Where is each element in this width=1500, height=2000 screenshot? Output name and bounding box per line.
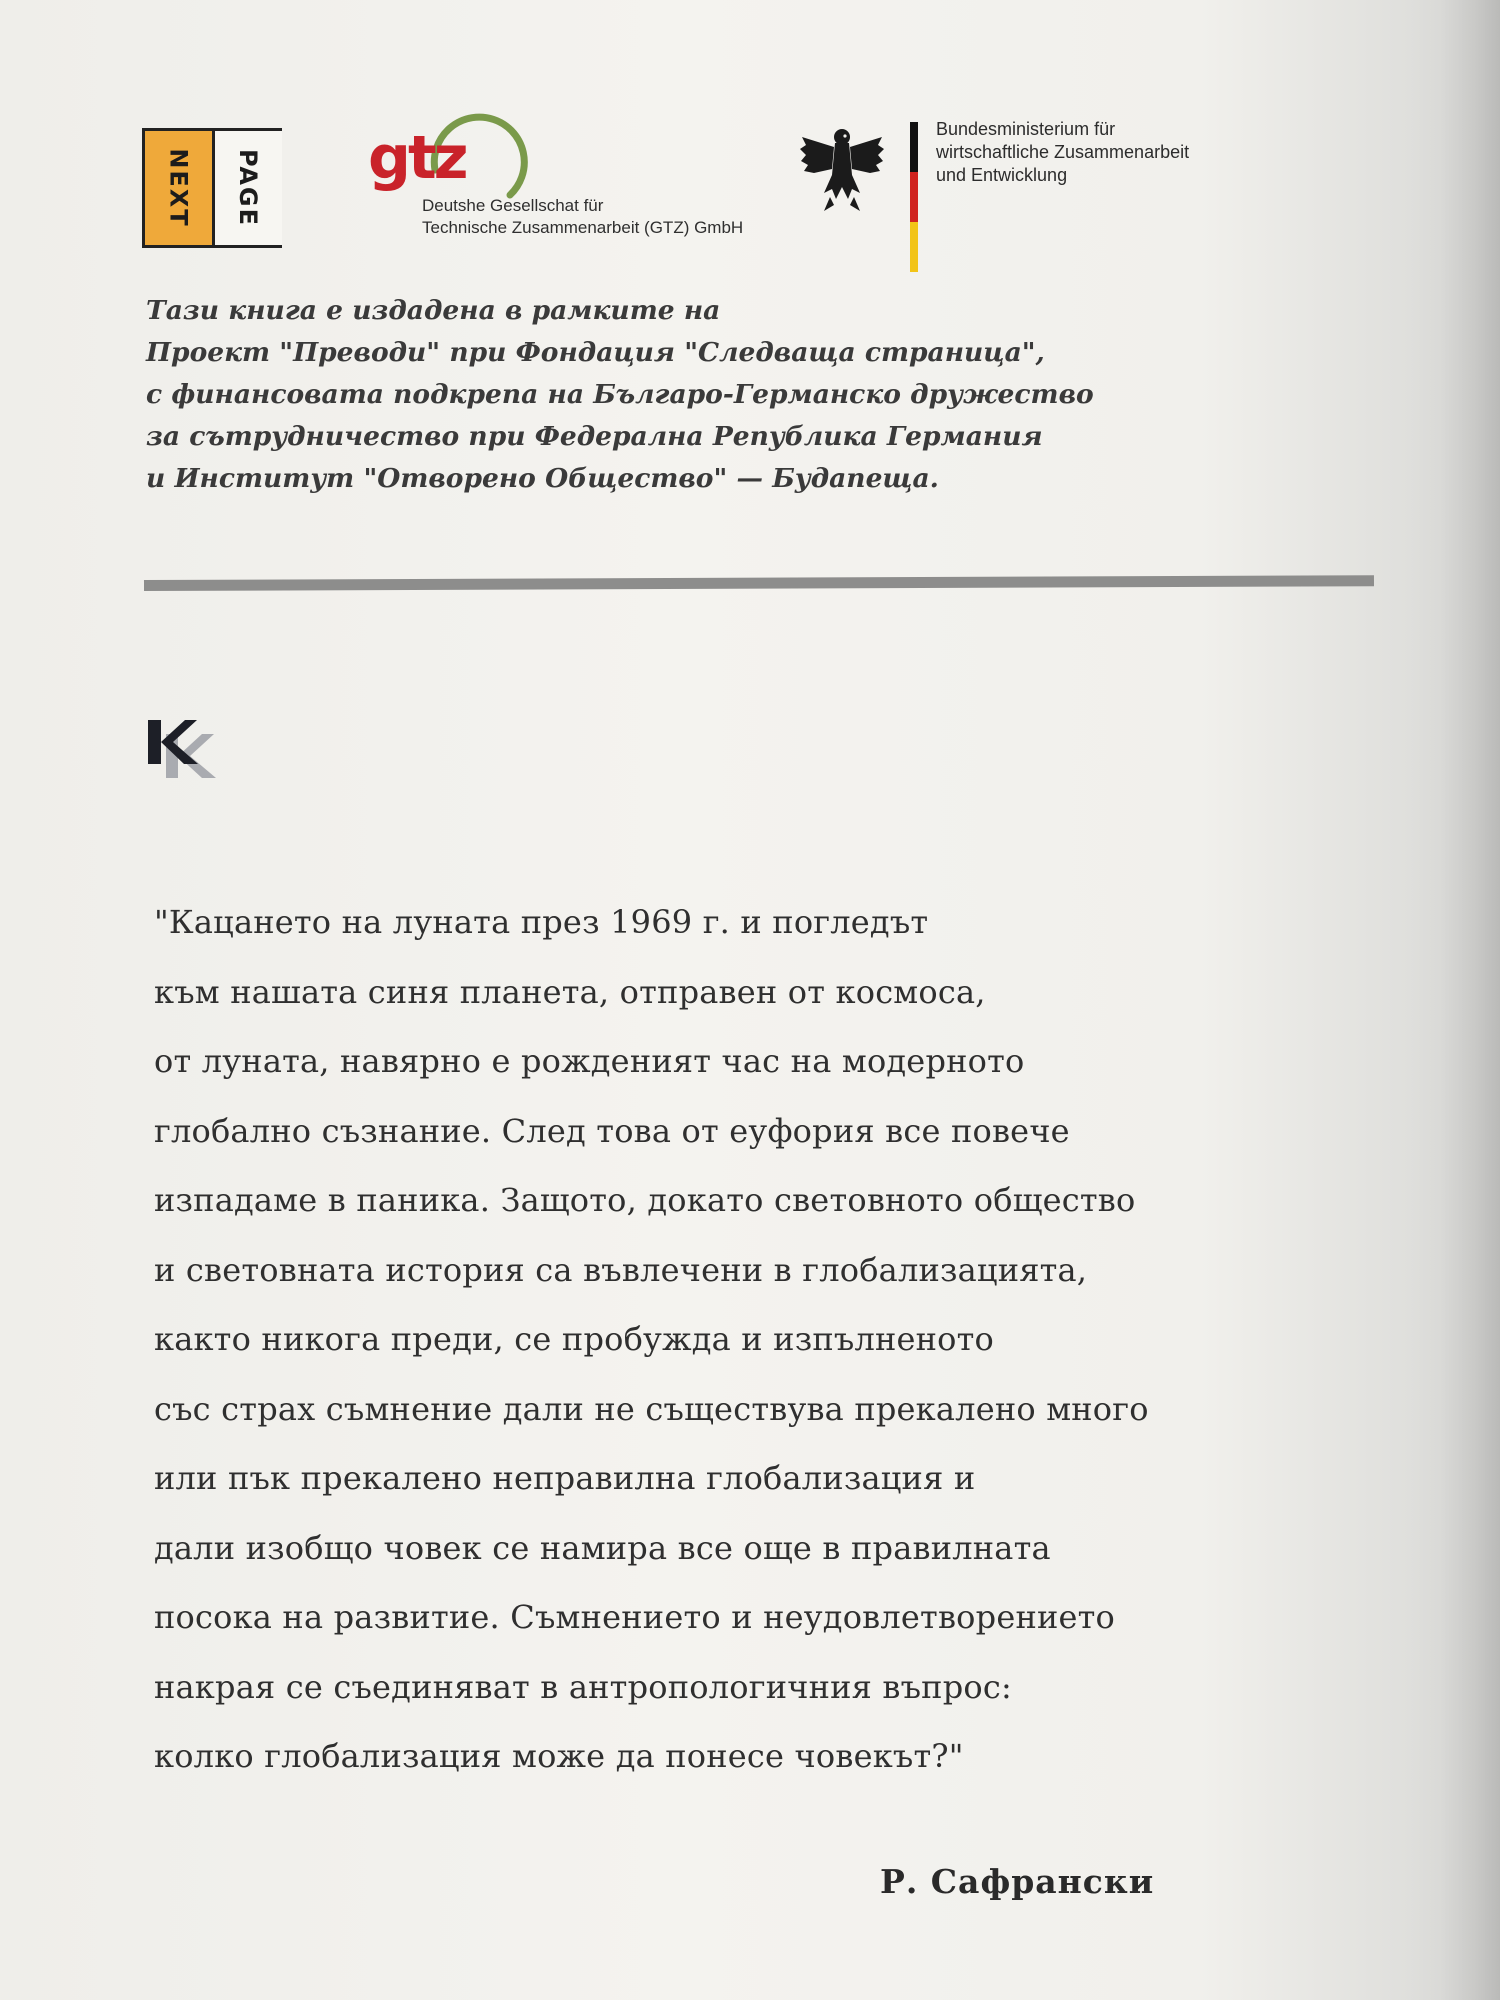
quote-line: посока на развитие. Съмнението и неудовлетворението: [154, 1598, 1116, 1636]
gtz-wordmark: gtz: [368, 123, 466, 193]
next-page-logo-right: [215, 131, 282, 245]
ministry-name-line-2: wirtschaftliche Zusammenarbeit: [936, 142, 1190, 162]
publication-note-line: за сътрудничество при Федерална Република Германия: [146, 421, 1043, 452]
publication-note-line: Проект "Преводи" при Фондация "Следваща страница",: [146, 337, 1045, 368]
back-cover-quote: [154, 888, 1394, 1792]
gtz-name-line-1: Deutshe Gesellschat für: [422, 196, 604, 215]
next-page-logo: [142, 128, 282, 248]
divider-rule: [144, 575, 1374, 591]
quote-line: глобално съзнание. След това от еуфория все повече: [154, 1111, 1070, 1150]
next-page-logo-page: PAGE: [234, 148, 263, 228]
quote-line: "Кацането на луната през 1969 г. и погледът: [154, 903, 929, 941]
german-flag-bar: [910, 122, 918, 272]
quote-author: Р. Сафрански: [880, 1862, 1155, 1901]
flag-stripe-red: [910, 172, 918, 222]
flag-stripe-black: [910, 122, 918, 172]
quote-line: или пък прекалено неправилна глобализация и: [154, 1459, 976, 1497]
ministry-logo: [800, 118, 1220, 278]
gtz-name-line-2: Technische Zusammenarbeit (GTZ) GmbH: [422, 218, 744, 237]
quote-line: от луната, навярно е рожденият час на модерното: [154, 1042, 1025, 1080]
kk-logo-icon: [148, 716, 238, 786]
quote-line: със страх съмнение дали не съществува прекалено много: [154, 1389, 1149, 1428]
quote-line: изпадаме в паника. Защото, докато световното общество: [154, 1181, 1136, 1219]
publication-note-line: с финансовата подкрепа на Българо-Германско дружество: [146, 379, 1094, 410]
quote-line: дали изобщо човек се намира все още в правилната: [154, 1528, 1051, 1567]
ministry-name-line-3: und Entwicklung: [936, 165, 1068, 185]
next-page-logo-next: NEXT: [164, 148, 193, 228]
quote-line: към нашата синя планета, отправен от космоса,: [154, 972, 986, 1011]
next-page-logo-left: [145, 131, 215, 245]
ministry-name: [936, 118, 1189, 187]
quote-line: и световната история са въвлечени в глобализацията,: [154, 1250, 1088, 1289]
gtz-logo: [360, 100, 780, 250]
flag-stripe-gold: [910, 222, 918, 272]
quote-line: колко глобализация може да понесе човекът?": [154, 1737, 964, 1775]
publication-note-line: Тази книга е издадена в рамките на: [146, 295, 721, 326]
publication-note: [146, 290, 1346, 500]
page-edge-shadow: [1440, 0, 1500, 2000]
quote-line: както никога преди, се пробужда и изпълненото: [154, 1320, 994, 1358]
federal-eagle-icon: [800, 123, 884, 215]
ministry-name-line-1: Bundesministerium für: [936, 119, 1116, 139]
publication-note-line: и Институт "Отворено Общество" — Будапеща.: [146, 463, 939, 494]
quote-line: накрая се съединяват в антропологичния въпрос:: [154, 1667, 1012, 1706]
